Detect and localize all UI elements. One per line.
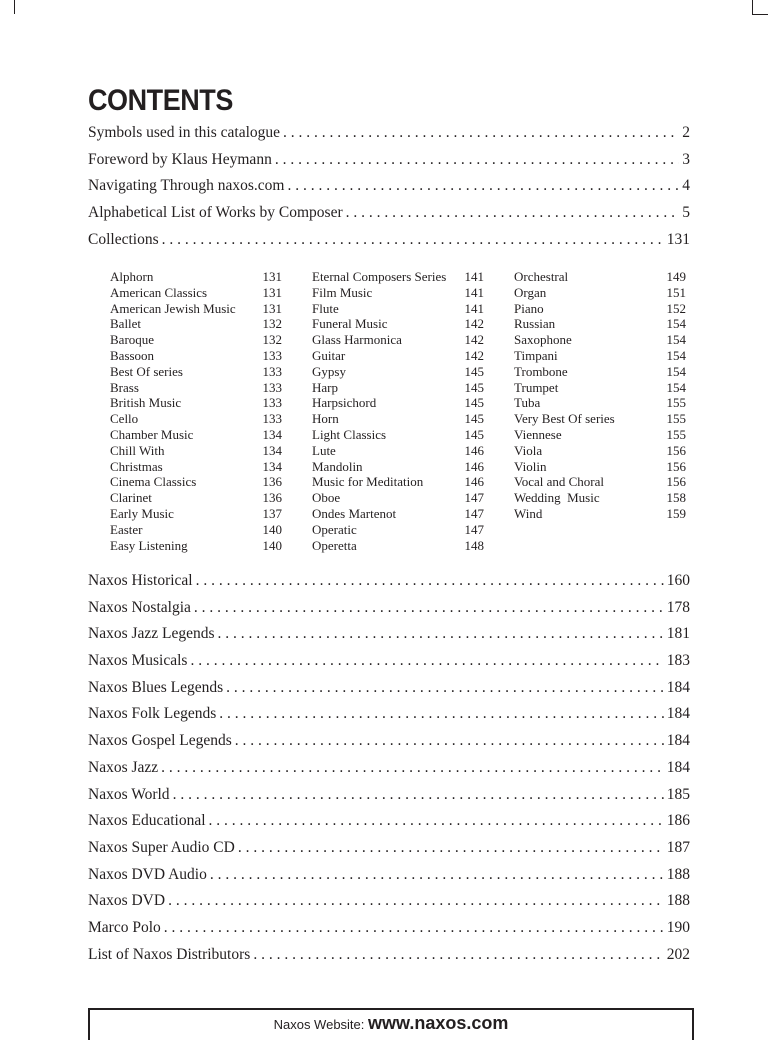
collection-page: 147 <box>464 505 484 521</box>
toc-entry[interactable] <box>88 652 690 679</box>
collection-item[interactable] <box>312 301 484 317</box>
collection-name: American Jewish Music <box>110 300 236 316</box>
collection-page: 136 <box>262 474 282 490</box>
toc-leader-dots <box>161 759 664 777</box>
collection-item[interactable] <box>514 459 686 475</box>
collection-name: Eternal Composers Series <box>312 269 447 284</box>
collection-name: Saxophone <box>514 332 572 348</box>
collection-name: Easy Listening <box>110 537 188 553</box>
collection-item[interactable] <box>110 395 282 411</box>
footer-url-link[interactable]: www.naxos.com <box>368 1013 509 1033</box>
toc-entry-title: Naxos World <box>88 785 170 803</box>
collection-item[interactable] <box>110 285 282 301</box>
collection-name: Timpani <box>514 347 558 363</box>
collection-item[interactable] <box>110 348 282 364</box>
collection-page: 131 <box>262 300 282 316</box>
collection-item[interactable] <box>110 269 282 285</box>
toc-entry[interactable] <box>88 786 690 813</box>
toc-entry[interactable] <box>88 679 690 706</box>
collection-name: Very Best Of series <box>514 411 615 427</box>
toc-entry-page: 185 <box>666 785 690 803</box>
collection-item[interactable] <box>110 411 282 427</box>
collection-page: 146 <box>464 474 484 490</box>
collection-page: 134 <box>262 442 282 458</box>
toc-entry[interactable] <box>88 705 690 732</box>
toc-entry-page: 188 <box>666 865 690 883</box>
toc-leader-dots <box>238 839 664 857</box>
collection-item[interactable] <box>312 411 484 427</box>
toc-leader-dots <box>283 124 679 142</box>
toc-leader-dots <box>226 679 664 697</box>
toc-entry-title: Naxos Jazz <box>88 758 159 776</box>
collection-page: 146 <box>464 442 484 458</box>
toc-entry-page: 178 <box>666 598 690 616</box>
collection-page: 133 <box>262 395 282 411</box>
toc-entry[interactable] <box>88 151 690 178</box>
collection-page: 151 <box>666 284 686 300</box>
collection-item[interactable] <box>514 316 686 332</box>
toc-leader-dots <box>275 151 679 169</box>
collection-page: 155 <box>666 411 686 427</box>
collection-page: 136 <box>262 490 282 506</box>
toc-leader-dots <box>346 204 680 222</box>
collections-column-2 <box>312 269 484 553</box>
collection-page: 133 <box>262 347 282 363</box>
collection-name: Funeral Music <box>312 316 388 332</box>
collection-item[interactable] <box>312 474 484 490</box>
collection-item[interactable] <box>110 316 282 332</box>
collection-page: 142 <box>464 332 484 348</box>
toc-entry[interactable] <box>88 866 690 893</box>
toc-entry[interactable] <box>88 839 690 866</box>
collection-page: 154 <box>666 332 686 348</box>
toc-entry-page: 2 <box>682 124 690 141</box>
collection-item[interactable] <box>514 380 686 396</box>
collection-page: 156 <box>666 442 686 458</box>
collection-name: Operetta <box>312 537 357 553</box>
collection-name: British Music <box>110 395 182 411</box>
collection-name: Orchestral <box>514 269 569 284</box>
collection-item[interactable] <box>514 506 686 522</box>
toc-entry[interactable] <box>88 177 690 204</box>
toc-entry[interactable] <box>88 599 690 626</box>
collection-page: 132 <box>262 332 282 348</box>
collection-page: 146 <box>464 458 484 474</box>
collection-item[interactable] <box>312 348 484 364</box>
toc-entry-page: 4 <box>682 177 690 195</box>
collection-name: Clarinet <box>110 490 152 506</box>
footer-label: Naxos Website: <box>273 1017 369 1032</box>
collection-name: Chamber Music <box>110 426 194 442</box>
footer-website-box <box>88 1008 694 1040</box>
collection-page: 155 <box>666 426 686 442</box>
collection-page: 131 <box>262 269 282 284</box>
collection-name: Early Music <box>110 505 174 521</box>
collection-name: Harp <box>312 379 338 395</box>
collection-name: Lute <box>312 442 336 458</box>
collection-item[interactable] <box>514 285 686 301</box>
collection-item[interactable] <box>312 364 484 380</box>
toc-entry-title: Naxos Gospel Legends <box>88 732 232 750</box>
collection-page: 140 <box>262 521 282 537</box>
collection-page: 142 <box>464 316 484 332</box>
toc-top-section <box>88 124 690 257</box>
collection-name: Mandolin <box>312 458 363 474</box>
toc-entry[interactable] <box>88 919 690 946</box>
collection-page: 137 <box>262 505 282 521</box>
collection-item[interactable] <box>110 301 282 317</box>
collection-page: 140 <box>262 537 282 553</box>
collection-page: 155 <box>666 395 686 411</box>
collection-page: 133 <box>262 411 282 427</box>
collection-page: 149 <box>666 269 686 284</box>
toc-entry-page: 184 <box>666 678 690 696</box>
toc-leader-dots <box>218 625 664 643</box>
toc-entry-page: 160 <box>666 572 690 589</box>
collection-name: Russian <box>514 316 556 332</box>
collection-page: 141 <box>464 269 484 284</box>
collection-page: 154 <box>666 347 686 363</box>
toc-entry-page: 202 <box>666 945 690 963</box>
collection-page: 141 <box>464 300 484 316</box>
toc-entry-title: Naxos Nostalgia <box>88 598 191 616</box>
toc-entry[interactable] <box>88 732 690 759</box>
toc-leader-dots <box>173 786 664 804</box>
collection-page: 141 <box>464 284 484 300</box>
toc-entry[interactable] <box>88 231 690 258</box>
collection-page: 158 <box>666 490 686 506</box>
collection-item[interactable] <box>514 411 686 427</box>
toc-entry-title: Naxos Educational <box>88 812 206 830</box>
toc-leader-dots <box>194 599 664 617</box>
collection-item[interactable] <box>110 506 282 522</box>
toc-leader-dots <box>253 946 663 964</box>
collection-name: Wedding Music <box>514 490 600 506</box>
collection-name: Trombone <box>514 363 568 379</box>
toc-entry[interactable] <box>88 625 690 652</box>
collection-page: 156 <box>666 458 686 474</box>
collection-name: Music for Meditation <box>312 474 424 490</box>
collection-item[interactable] <box>514 364 686 380</box>
toc-leader-dots <box>190 652 663 670</box>
toc-entry-title: Naxos DVD Audio <box>88 865 207 883</box>
collection-page: 145 <box>464 411 484 427</box>
collection-name: Tuba <box>514 395 541 411</box>
collection-item[interactable] <box>312 269 484 285</box>
toc-entry-page: 186 <box>666 812 690 830</box>
collection-item[interactable] <box>514 332 686 348</box>
collection-item[interactable] <box>514 490 686 506</box>
collection-item[interactable] <box>110 459 282 475</box>
toc-entry-page: 187 <box>666 838 690 856</box>
collection-item[interactable] <box>514 301 686 317</box>
collection-name: Vocal and Choral <box>514 474 605 490</box>
collection-item[interactable] <box>312 316 484 332</box>
collection-name: Flute <box>312 300 339 316</box>
crop-mark-right-vertical <box>752 0 753 14</box>
toc-entry-title: Naxos DVD <box>88 892 166 910</box>
toc-leader-dots <box>196 572 664 590</box>
collection-item[interactable] <box>514 443 686 459</box>
collection-name: Glass Harmonica <box>312 332 402 348</box>
collection-page: 145 <box>464 363 484 379</box>
collections-column-3 <box>514 269 686 522</box>
toc-entry-title: Naxos Historical <box>88 572 193 589</box>
collection-item[interactable] <box>312 427 484 443</box>
toc-entry-page: 131 <box>666 230 690 248</box>
collection-name: Viennese <box>514 426 562 442</box>
toc-leader-dots <box>219 705 663 723</box>
collection-name: Ballet <box>110 316 142 332</box>
collection-item[interactable] <box>312 490 484 506</box>
toc-entry-title: Naxos Jazz Legends <box>88 625 215 643</box>
toc-entry-title: List of Naxos Distributors <box>88 945 251 963</box>
collection-name: Light Classics <box>312 426 387 442</box>
crop-mark-right-horizontal <box>752 14 768 15</box>
collection-item[interactable] <box>312 459 484 475</box>
collection-item[interactable] <box>514 474 686 490</box>
toc-entry-title: Naxos Blues Legends <box>88 678 224 696</box>
collection-item[interactable] <box>312 332 484 348</box>
toc-entry-page: 184 <box>666 732 690 750</box>
collection-name: Wind <box>514 505 543 521</box>
collection-name: Gypsy <box>312 363 346 379</box>
collection-name: Guitar <box>312 347 346 363</box>
collection-name: Organ <box>514 284 547 300</box>
toc-entry-page: 183 <box>666 652 690 670</box>
toc-entry-title: Navigating Through naxos.com <box>88 177 285 195</box>
toc-entry-title: Foreword by Klaus Heymann <box>88 150 272 168</box>
collection-name: Bassoon <box>110 347 155 363</box>
collection-item[interactable] <box>514 395 686 411</box>
toc-entry[interactable] <box>88 946 690 973</box>
collection-page: 154 <box>666 379 686 395</box>
toc-entry-page: 188 <box>666 892 690 910</box>
collection-name: Violin <box>514 458 547 474</box>
collection-item[interactable] <box>110 490 282 506</box>
toc-entry[interactable] <box>88 759 690 786</box>
toc-entry-page: 3 <box>682 150 690 168</box>
collection-name: Film Music <box>312 284 373 300</box>
collection-page: 147 <box>464 521 484 537</box>
collection-page: 154 <box>666 363 686 379</box>
collection-item[interactable] <box>312 506 484 522</box>
collection-page: 133 <box>262 379 282 395</box>
collection-name: Piano <box>514 300 544 316</box>
toc-entry-title: Alphabetical List of Works by Composer <box>88 204 343 222</box>
collection-page: 152 <box>666 300 686 316</box>
collection-name: Harpsichord <box>312 395 377 411</box>
collection-item[interactable] <box>514 348 686 364</box>
collection-page: 131 <box>262 284 282 300</box>
toc-entry-title: Naxos Musicals <box>88 652 188 670</box>
collection-page: 159 <box>666 505 686 521</box>
toc-entry-title: Naxos Super Audio CD <box>88 838 235 856</box>
collection-item[interactable] <box>514 427 686 443</box>
collection-name: Christmas <box>110 458 163 474</box>
collection-name: Chill With <box>110 442 165 458</box>
toc-leader-dots <box>162 231 664 249</box>
collection-item[interactable] <box>312 285 484 301</box>
collection-name: Viola <box>514 442 543 458</box>
collection-name: Ondes Martenot <box>312 505 397 521</box>
toc-leader-dots <box>209 812 664 830</box>
collection-item[interactable] <box>312 522 484 538</box>
toc-entry-page: 5 <box>682 204 690 222</box>
toc-leader-dots <box>164 919 664 937</box>
crop-mark-left <box>14 0 15 14</box>
toc-leader-dots <box>287 177 679 195</box>
collection-name: Operatic <box>312 521 357 537</box>
collection-item[interactable] <box>110 427 282 443</box>
collection-page: 148 <box>464 537 484 553</box>
toc-entry-title: Collections <box>88 230 159 248</box>
toc-entry-page: 190 <box>666 918 690 936</box>
collection-page: 134 <box>262 458 282 474</box>
collection-name: Easter <box>110 521 143 537</box>
collection-name: Trumpet <box>514 379 559 395</box>
collection-item[interactable] <box>312 380 484 396</box>
collection-item[interactable] <box>110 538 282 554</box>
collection-item[interactable] <box>110 522 282 538</box>
toc-entry-title: Symbols used in this catalogue <box>88 124 281 141</box>
collection-item[interactable] <box>514 269 686 285</box>
collection-name: Cinema Classics <box>110 474 197 490</box>
toc-leader-dots <box>235 732 664 750</box>
toc-entry-page: 184 <box>666 758 690 776</box>
collection-item[interactable] <box>312 443 484 459</box>
collection-name: Horn <box>312 411 339 427</box>
toc-leader-dots <box>210 866 664 884</box>
toc-entry[interactable] <box>88 812 690 839</box>
collection-item[interactable] <box>110 380 282 396</box>
collection-item[interactable] <box>110 443 282 459</box>
collection-item[interactable] <box>110 474 282 490</box>
toc-entry-title: Naxos Folk Legends <box>88 705 217 723</box>
collection-name: American Classics <box>110 284 208 300</box>
toc-entry[interactable] <box>88 124 690 151</box>
collection-page: 134 <box>262 426 282 442</box>
collection-page: 156 <box>666 474 686 490</box>
collection-name: Best Of series <box>110 363 183 379</box>
toc-entry-page: 181 <box>666 625 690 643</box>
collection-name: Alphorn <box>110 269 154 284</box>
toc-entry[interactable] <box>88 204 690 231</box>
page-title: CONTENTS <box>88 84 233 117</box>
collections-column-1 <box>110 269 282 553</box>
toc-entry-page: 184 <box>666 705 690 723</box>
collection-page: 145 <box>464 426 484 442</box>
collection-name: Baroque <box>110 332 155 348</box>
collection-name: Oboe <box>312 490 341 506</box>
collection-page: 154 <box>666 316 686 332</box>
collection-page: 142 <box>464 347 484 363</box>
collection-item[interactable] <box>312 395 484 411</box>
collection-item[interactable] <box>110 364 282 380</box>
collection-page: 133 <box>262 363 282 379</box>
toc-bottom-section <box>88 572 690 972</box>
collection-name: Brass <box>110 379 139 395</box>
collection-page: 132 <box>262 316 282 332</box>
toc-leader-dots <box>168 892 664 910</box>
toc-entry[interactable] <box>88 572 690 599</box>
collection-page: 147 <box>464 490 484 506</box>
collection-name: Cello <box>110 411 139 427</box>
toc-entry[interactable] <box>88 892 690 919</box>
collection-page: 145 <box>464 395 484 411</box>
collection-item[interactable] <box>110 332 282 348</box>
collection-item[interactable] <box>312 538 484 554</box>
collection-page: 145 <box>464 379 484 395</box>
toc-entry-title: Marco Polo <box>88 918 161 936</box>
